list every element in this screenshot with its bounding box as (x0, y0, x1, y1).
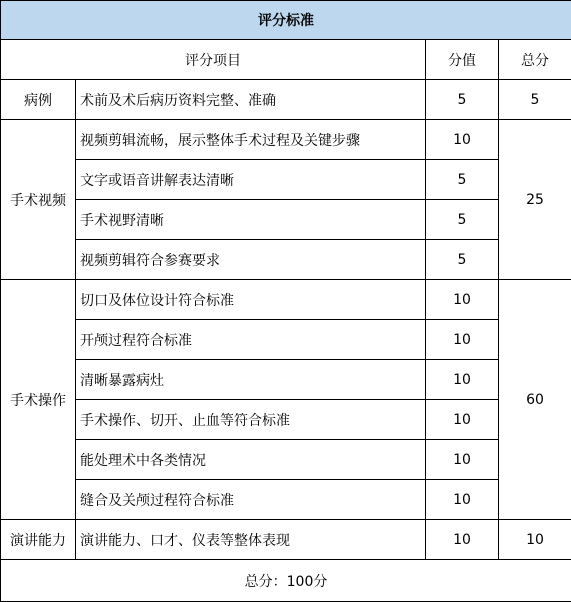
table-row (1, 200, 571, 240)
title-row (1, 1, 571, 40)
score-cell: 10 (426, 400, 499, 440)
table-row (1, 400, 571, 440)
header-total: 总分 (499, 40, 571, 80)
item-cell: 手术视野清晰 (76, 200, 426, 240)
item-cell: 清晰暴露病灶 (76, 360, 426, 400)
table-row (1, 240, 571, 280)
total-cell: 10 (499, 520, 571, 560)
table-title: 评分标准 (1, 1, 571, 40)
score-cell: 10 (426, 360, 499, 400)
table-row (1, 360, 571, 400)
score-cell: 10 (426, 480, 499, 520)
table-row (1, 520, 571, 560)
footer-row (1, 560, 571, 602)
score-cell: 10 (426, 520, 499, 560)
table-row (1, 160, 571, 200)
header-row (1, 40, 571, 80)
table-row (1, 120, 571, 160)
score-cell: 5 (426, 80, 499, 120)
score-cell: 5 (426, 200, 499, 240)
item-cell: 视频剪辑流畅，展示整体手术过程及关键步骤 (76, 120, 426, 160)
category-cell: 病例 (1, 80, 76, 120)
score-cell: 10 (426, 120, 499, 160)
item-cell: 手术操作、切开、止血等符合标准 (76, 400, 426, 440)
grand-total: 总分：100分 (1, 560, 571, 602)
item-cell: 视频剪辑符合参赛要求 (76, 240, 426, 280)
item-cell: 开颅过程符合标准 (76, 320, 426, 360)
item-cell: 能处理术中各类情况 (76, 440, 426, 480)
table-row (1, 80, 571, 120)
header-item: 评分项目 (1, 40, 426, 80)
category-cell: 演讲能力 (1, 520, 76, 560)
table-row (1, 280, 571, 320)
table-row (1, 320, 571, 360)
score-cell: 5 (426, 160, 499, 200)
item-cell: 切口及体位设计符合标准 (76, 280, 426, 320)
item-cell: 文字或语音讲解表达清晰 (76, 160, 426, 200)
item-cell: 缝合及关颅过程符合标准 (76, 480, 426, 520)
score-cell: 10 (426, 440, 499, 480)
score-cell: 10 (426, 320, 499, 360)
score-cell: 5 (426, 240, 499, 280)
total-cell: 60 (499, 280, 571, 520)
score-cell: 10 (426, 280, 499, 320)
table-row (1, 480, 571, 520)
header-score: 分值 (426, 40, 499, 80)
category-cell: 手术视频 (1, 120, 76, 280)
item-cell: 术前及术后病历资料完整、准确 (76, 80, 426, 120)
total-cell: 5 (499, 80, 571, 120)
total-cell: 25 (499, 120, 571, 280)
item-cell: 演讲能力、口才、仪表等整体表现 (76, 520, 426, 560)
category-cell: 手术操作 (1, 280, 76, 520)
table-row (1, 440, 571, 480)
